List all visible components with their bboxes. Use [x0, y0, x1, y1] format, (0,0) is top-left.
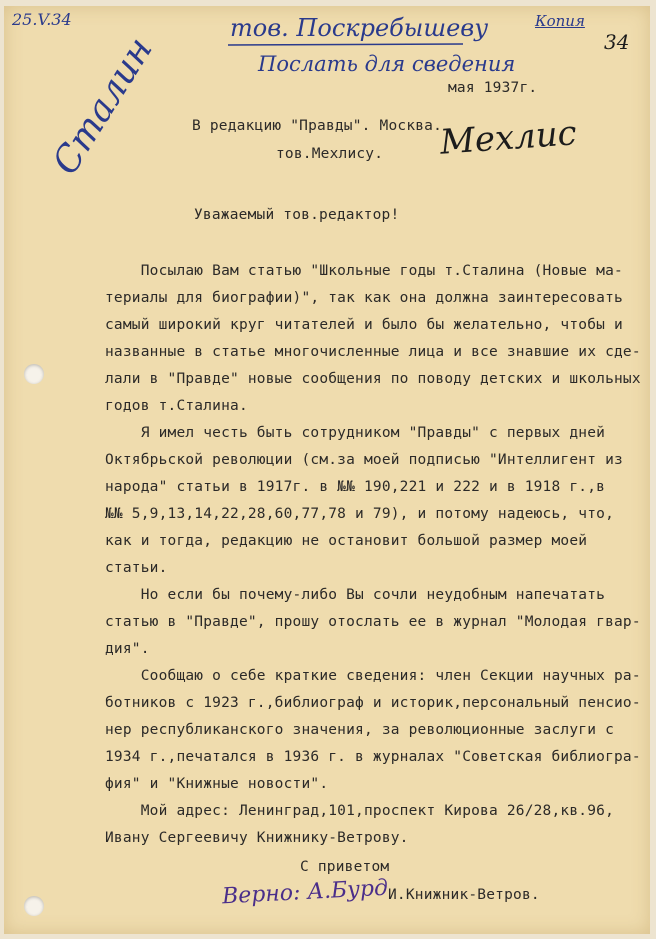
body-line: лали в "Правде" новые сообщения по поводу детских и школьных: [105, 371, 641, 387]
body-line: ботников с 1923 г.,библиограф и историк,персональный пенсио-: [105, 695, 641, 711]
verification-note: Верно: А.Бурд: [221, 875, 389, 910]
body-line: самый широкий круг читателей и было бы желательно, чтобы и: [105, 317, 623, 333]
body-line: фия" и "Книжные новости".: [105, 776, 329, 792]
body-line: Я имел честь быть сотрудником "Правды" с первых дней: [105, 425, 606, 441]
body-line: названные в статье многочисленные лица и все знавшие их сде-: [105, 344, 641, 360]
archive-date-note: 25.V.34: [12, 10, 72, 29]
letter-date: мая 1937г.: [448, 80, 538, 96]
typed-signature: И.Книжник-Ветров.: [388, 887, 540, 903]
page-number: 34: [604, 30, 630, 54]
body-line: Посылаю Вам статью "Школьные годы т.Сталина (Новые ма-: [105, 263, 623, 279]
body-line: Сообщаю о себе краткие сведения: член Секции научных ра-: [105, 668, 641, 684]
greeting: Уважаемый тов.редактор!: [194, 207, 400, 223]
body-line: статьи.: [105, 560, 168, 576]
side-resolution: Сталин: [45, 30, 161, 182]
recipient-line-1: В редакцию "Правды". Москва.: [192, 118, 443, 134]
resolution-instruction: Послать для сведения: [258, 52, 516, 76]
body-line: териалы для биографии)", так как она должна заинтересовать: [105, 290, 623, 306]
body-line: народа" статьи в 1917г. в №№ 190,221 и 222 и в 1918 г.,в: [105, 479, 606, 495]
body-line: Ивану Сергеевичу Книжнику-Ветрову.: [105, 830, 409, 846]
resolution-underline: [228, 43, 468, 47]
body-line: статью в "Правде", прошу отослать ее в журнал "Молодая гвар-: [105, 614, 641, 630]
body-line: 1934 г.,печатался в 1936 г. в журналах "Советская библиогра-: [105, 749, 641, 765]
body-line: Но если бы почему-либо Вы сочли неудобным напечатать: [105, 587, 606, 603]
body-line: годов т.Сталина.: [105, 398, 248, 414]
body-line: Мой адрес: Ленинград,101,проспект Кирова 26/28,кв.96,: [105, 803, 614, 819]
handwritten-signature: Мехлис: [438, 113, 578, 163]
resolution-addressee: тов. Поскребышеву: [230, 14, 489, 42]
body-line: дия".: [105, 641, 150, 657]
body-line: Октябрьской революции (см.за моей подписью "Интеллигент из: [105, 452, 623, 468]
closing-salutation: С приветом: [300, 859, 390, 875]
punch-hole: [24, 364, 44, 384]
body-line: как и тогда, редакцию не остановит большой размер моей: [105, 533, 588, 549]
punch-hole: [24, 896, 44, 916]
recipient-line-2: тов.Мехлису.: [276, 146, 384, 162]
body-line: №№ 5,9,13,14,22,28,60,77,78 и 79), и потому надеюсь, что,: [105, 506, 614, 522]
body-line: нер республиканского значения, за революционные заслуги с: [105, 722, 614, 738]
copy-stamp: Копия: [535, 12, 585, 30]
